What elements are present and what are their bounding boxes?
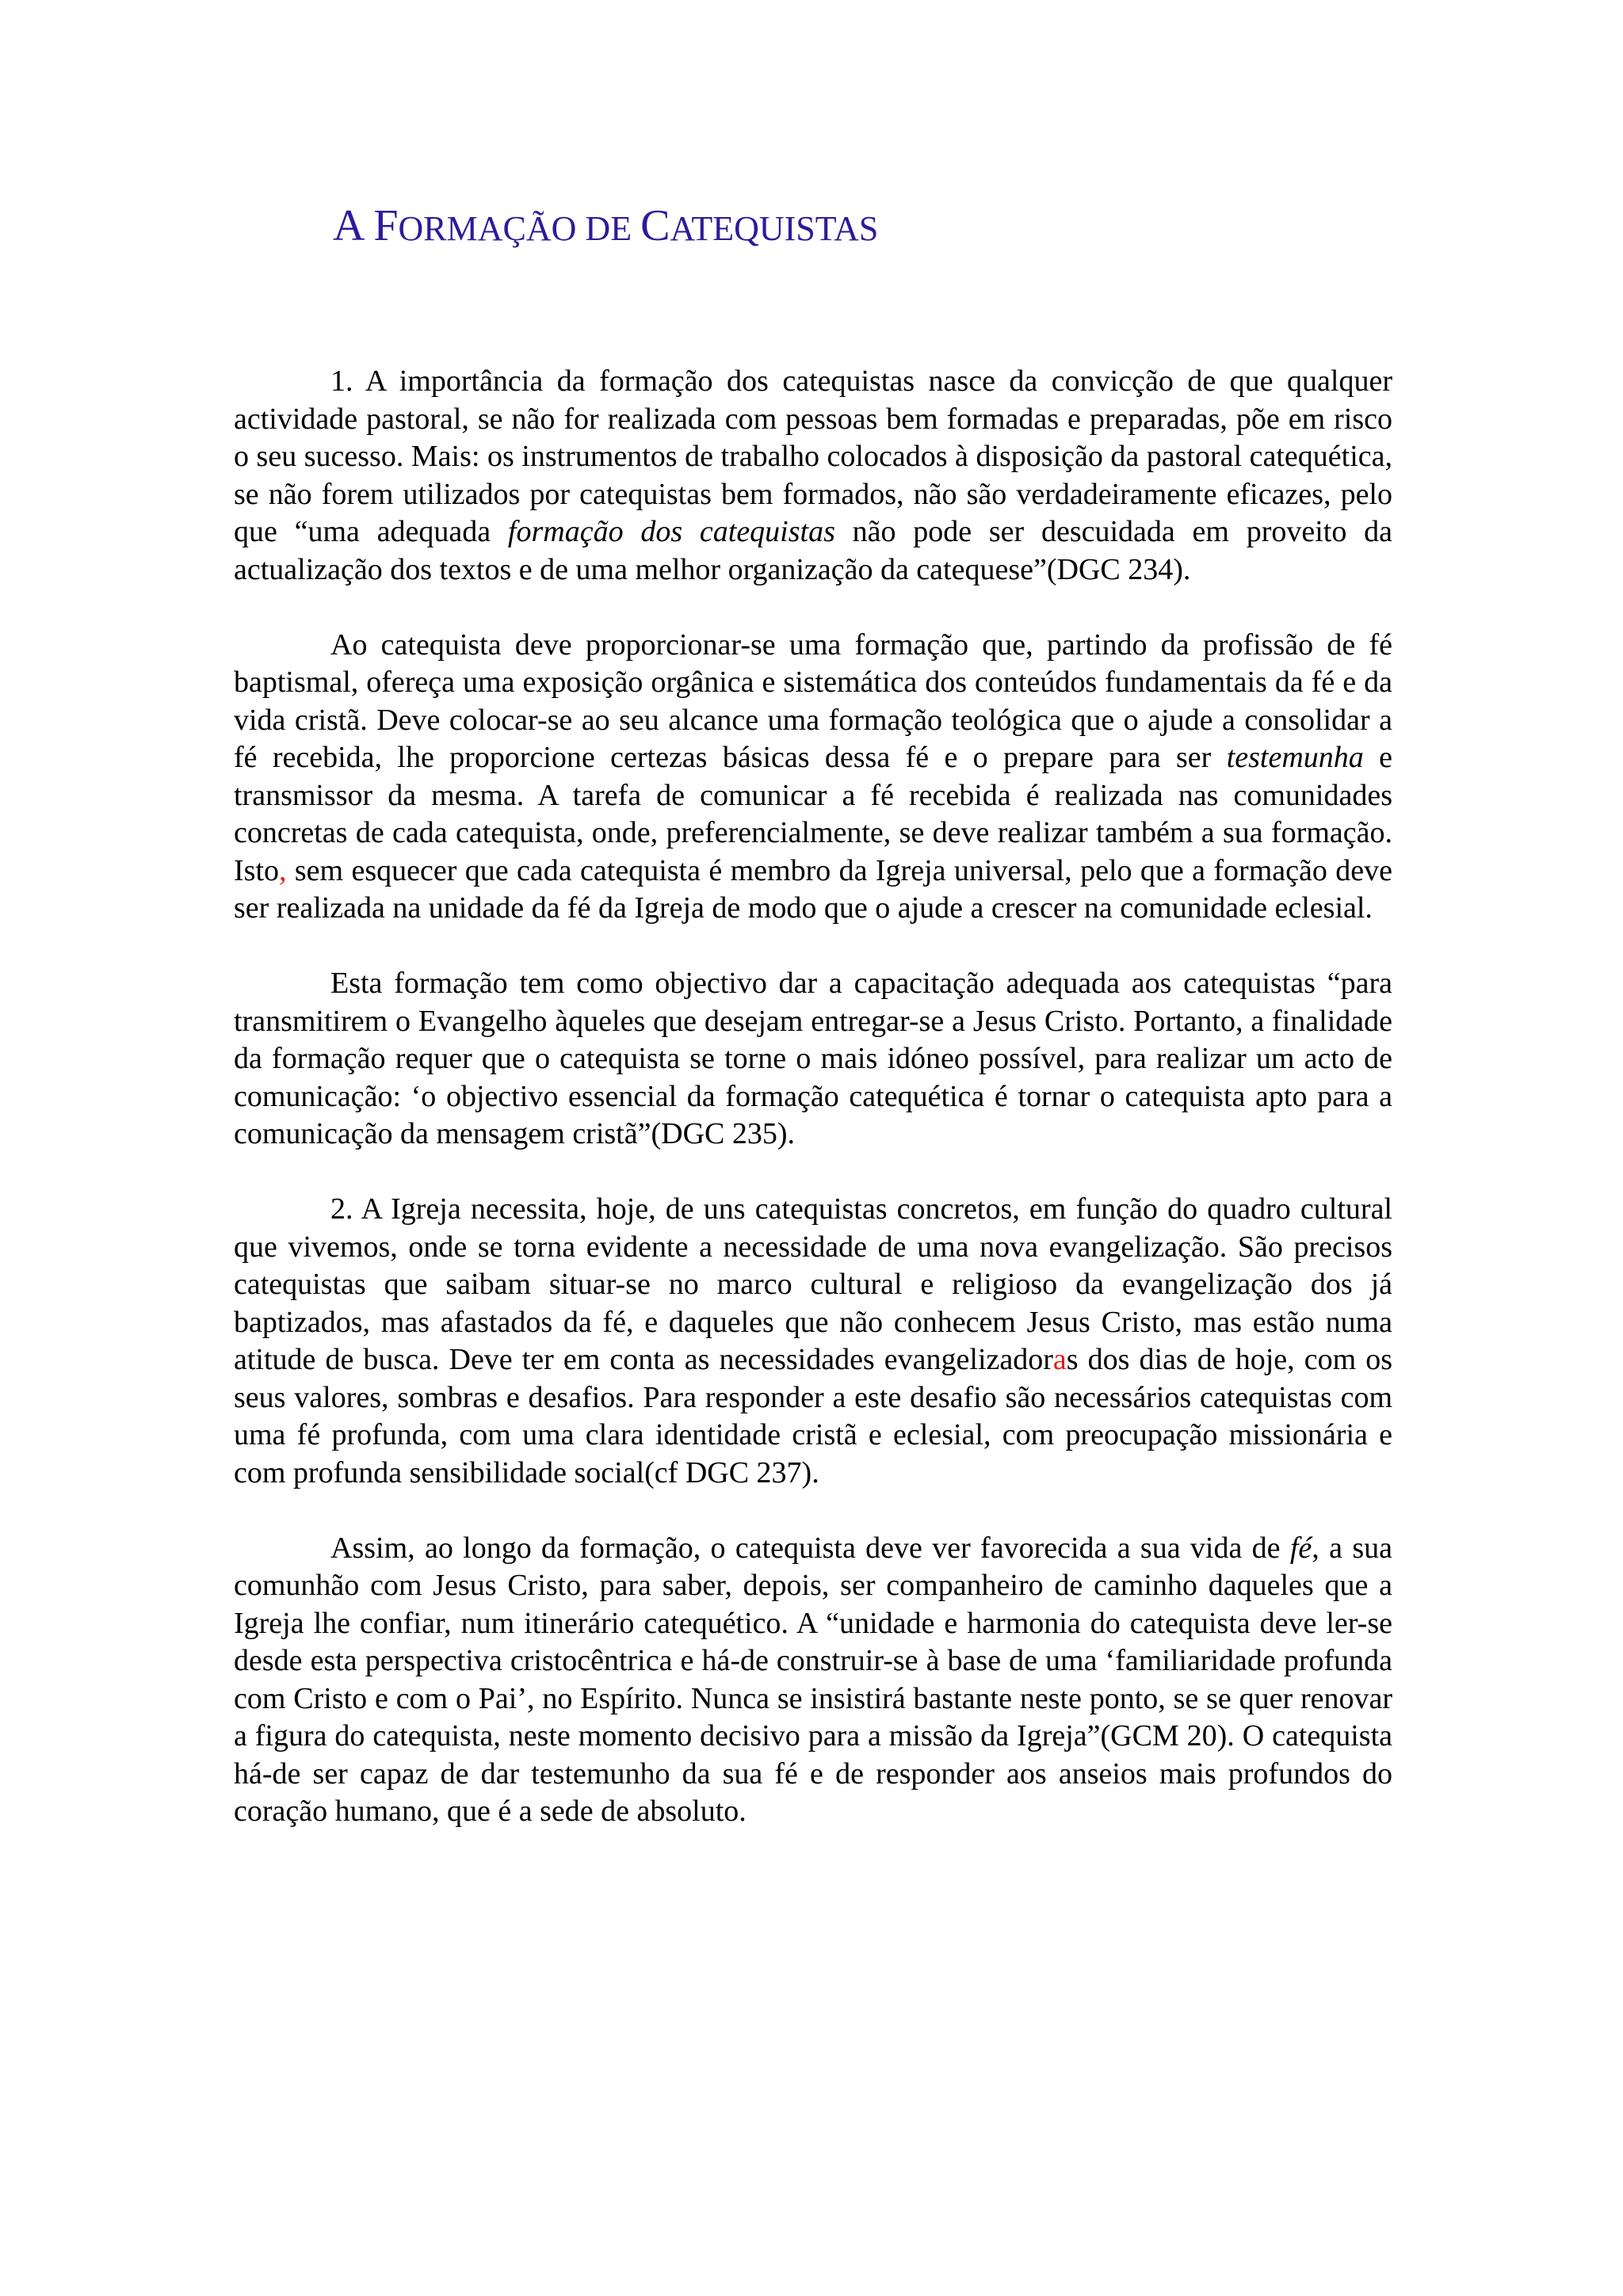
paragraph-5-text-a: Assim, ao longo da formação, o catequista deve ver favorecida a sua vida de [330,1531,1290,1565]
paragraph-2 [234,627,1392,928]
title-smallcaps-1: ORMAÇÃO DE [398,209,641,248]
paragraph-1-text-b: não pode ser descuidada em proveito da actualização dos textos e de uma melhor organização da catequese”(DGC 234). [234,515,1392,586]
paragraph-1-italic: formação dos catequistas [507,515,835,548]
paragraph-4-text-b: s dos dias de hoje, com os seus valores, sombras e desafios. Para responder a este desafio são necessários catequistas com uma fé profunda, com uma clara identidade cristã e eclesial, com preocupação missionária e com profunda sensibilidade social(cf DGC 237). [234,1343,1392,1489]
paragraph-1 [234,363,1392,589]
title-initial-2: C [640,201,670,250]
title-smallcaps-2: ATEQUISTAS [670,209,879,248]
paragraph-5-italic: fé [1289,1531,1312,1565]
paragraph-5 [234,1530,1392,1831]
document-body [234,363,1392,1831]
paragraph-2-italic: testemunha [1226,741,1364,774]
paragraph-1-text-a: 1. A importância da formação dos catequistas nasce da convicção de que qualquer actividade pastoral, se não for realizada com pessoas bem formadas e preparadas, põe em risco o seu sucesso. Mais: os instrumentos de trabalho colocados à disposição da pastoral catequética, se não forem utilizados por catequistas bem formados, não são verdadeiramente eficazes, pelo que “uma adequada [234,364,1392,548]
paragraph-2-red-comma: , [279,853,287,887]
paragraph-2-text-a: Ao catequista deve proporcionar-se uma formação que, partindo da profissão de fé baptismal, ofereça uma exposição orgânica e sistemática dos conteúdos fundamentais da fé e da vida cristã. Deve colocar-se ao seu alcance uma formação teológica que o ajude a consolidar a fé recebida, lhe proporcione certezas básicas dessa fé e o prepare para ser [234,627,1392,774]
paragraph-4 [234,1191,1392,1492]
paragraph-4-text-a: 2. A Igreja necessita, hoje, de uns catequistas concretos, em função do quadro cultural que vivemos, onde se torna evidente a necessidade de uma nova evangelização. São precisos catequistas que saibam situar-se no marco cultural e religioso da evangelização dos já baptizados, mas afastados da fé, e daqueles que não conhecem Jesus Cristo, mas estão numa atitude de busca. Deve ter em conta as necessidades evangelizador [234,1192,1392,1376]
title-initial-1: A F [333,201,399,250]
document-title [333,198,878,257]
paragraph-4-red-letter: a [1052,1343,1067,1376]
paragraph-2-text-b: e transmissor da mesma. A tarefa de comunicar a fé recebida é realizada nas comunidades concretas de cada catequista, onde, preferencialmente, se deve realizar também a sua formação. Isto [234,741,1392,887]
paragraph-5-text-b: , a sua comunhão com Jesus Cristo, para saber, depois, ser companheiro de caminho daqueles que a Igreja lhe confiar, num itinerário catequético. A “unidade e harmonia do catequista deve ler-se desde esta perspectiva cristocêntrica e há-de construir-se à base de uma ‘familiaridade profunda com Cristo e com o Pai’, no Espírito. Nunca se insistirá bastante neste ponto, se se quer renovar a figura do catequista, neste momento decisivo para a missão da Igreja”(GCM 20). O catequista há-de ser capaz de dar testemunho da sua fé e de responder aos anseios mais profundos do coração humano, que é a sede de absoluto. [234,1531,1392,1828]
paragraph-2-text-c: sem esquecer que cada catequista é membro da Igreja universal, pelo que a formação deve ser realizada na unidade da fé da Igreja de modo que o ajude a crescer na comunidade eclesial. [234,853,1392,925]
paragraph-3: Esta formação tem como objectivo dar a capacitação adequada aos catequistas “para transmitirem o Evangelho àqueles que desejam entregar-se a Jesus Cristo. Portanto, a finalidade da formação requer que o catequista se torne o mais idóneo possível, para realizar um acto de comunicação: ‘o objectivo essencial da formação catequética é tornar o catequista apto para a comunicação da mensagem cristã”(DGC 235). [234,967,1392,1150]
